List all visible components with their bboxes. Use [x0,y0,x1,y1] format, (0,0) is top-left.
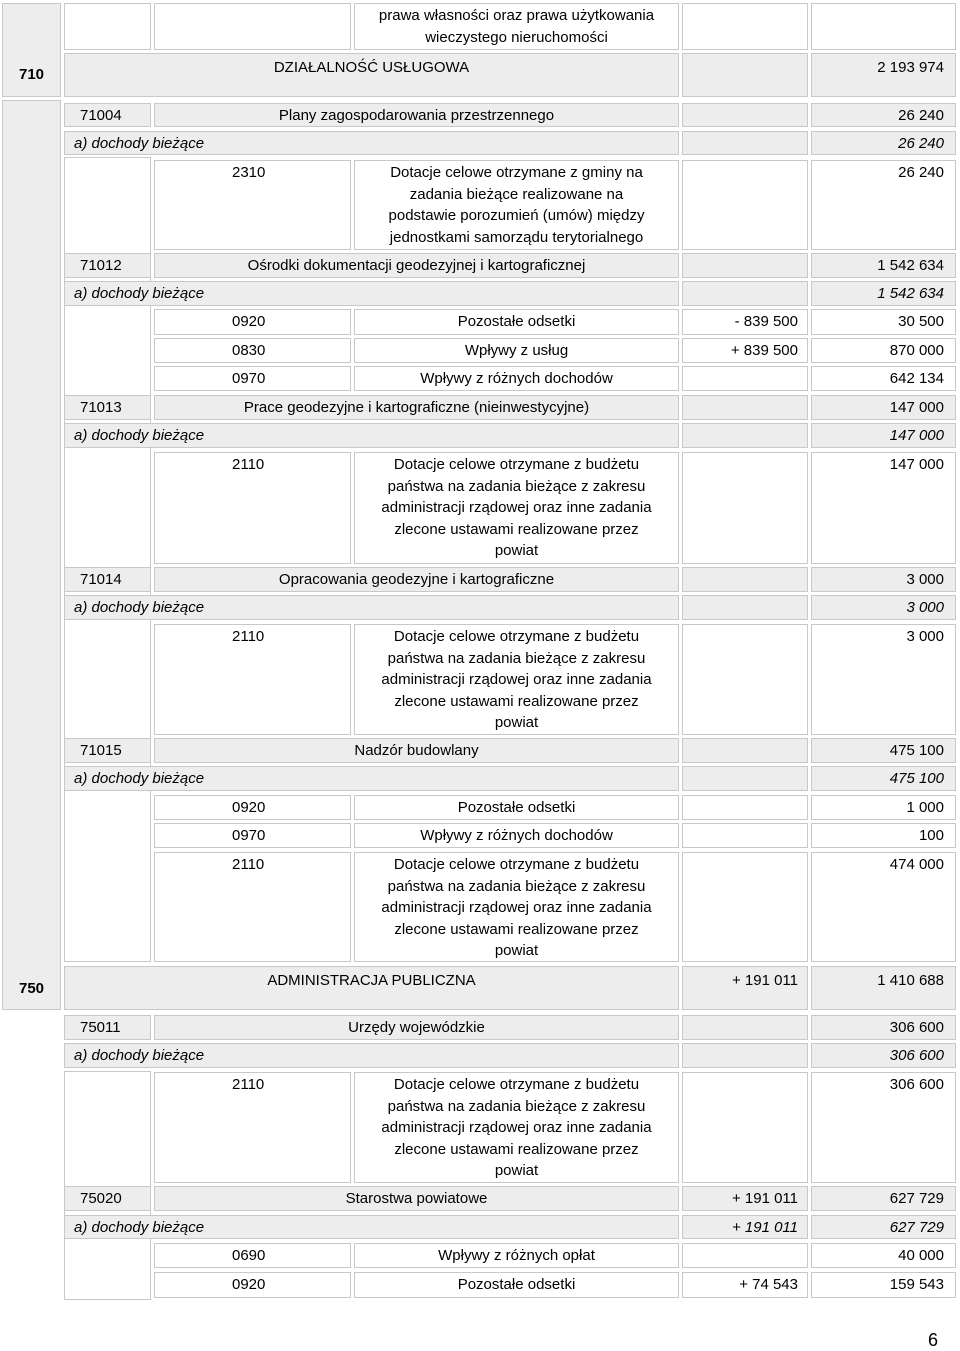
table-cell [811,3,956,50]
item-total: 642 134 [889,370,944,387]
item-description-line: Wpływy z różnych opłat [438,1247,595,1264]
chapter-change-cell [682,103,808,127]
chapter-total: 3 000 [906,571,944,588]
chapter-total: 306 600 [889,1019,944,1036]
item-description-line: państwa na zadania bieżące z zakresu [387,877,646,895]
section-name: ADMINISTRACJA PUBLICZNA [267,972,476,989]
item-description-line: zlecone ustawami realizowane przez [394,920,639,938]
item-change-cell [682,823,808,848]
chapter-change-cell [682,1015,808,1040]
item-change-cell [682,1243,808,1268]
item-code: 0970 [232,827,266,844]
table-cell [682,3,808,50]
item-code: 2110 [232,456,265,473]
item-change: + 74 543 [739,1276,798,1293]
chapter-total: 147 000 [889,399,944,416]
item-total: 1 000 [906,799,944,816]
item-change-cell [682,1072,808,1183]
item-code: 2310 [232,164,266,181]
chapter-total: 475 100 [889,742,944,759]
item-description-line: powiat [494,942,539,959]
income-total: 627 729 [889,1219,944,1236]
description-line: prawa własności oraz prawa użytkowania [378,7,655,24]
item-total: 100 [918,827,944,844]
income-label: a) dochody bieżące [74,285,205,302]
item-code: 2110 [232,628,265,645]
item-description-line: powiat [494,714,539,731]
description-line: wieczystego nieruchomości [425,28,608,46]
item-total: 30 500 [898,313,944,330]
item-description-line: powiat [494,542,539,559]
item-description-line: powiat [494,1162,539,1179]
item-description-line: zlecone ustawami realizowane przez [394,692,639,710]
income-total: 1 542 634 [877,285,944,302]
income-change-cell [682,131,808,155]
item-description-line: Dotacje celowe otrzymane z budżetu [393,856,640,873]
chapter-total: 1 542 634 [877,257,944,274]
item-change-cell [682,852,808,962]
item-description-line: państwa na zadania bieżące z zakresu [387,477,646,495]
item-change-cell [682,795,808,820]
chapter-code: 71004 [80,107,122,124]
income-total: 26 240 [898,135,944,152]
chapter-code: 71012 [80,257,122,274]
item-code: 0920 [232,1276,266,1293]
chapter-change-cell [682,395,808,420]
item-description-line: jednostkami samorządu terytorialnego [389,228,644,246]
chapter-change-cell [682,253,808,278]
item-description-line: państwa na zadania bieżące z zakresu [387,649,646,667]
chapter-name: Ośrodki dokumentacji geodezyjnej i kartograficznej [247,257,586,274]
item-code: 0970 [232,370,266,387]
item-change-cell [682,452,808,564]
chapter-name: Plany zagospodarowania przestrzennego [278,107,555,124]
chapter-name: Opracowania geodezyjne i kartograficzne [278,571,555,588]
item-description-line: Wpływy z różnych dochodów [420,827,613,844]
table-cell [64,3,151,50]
item-code: 0920 [232,799,266,816]
item-change-cell [682,366,808,391]
item-total: 26 240 [898,164,944,181]
item-description-line: Wpływy z różnych dochodów [420,370,613,387]
item-description-line: Pozostałe odsetki [457,1276,576,1293]
chapter-code: 75011 [80,1019,121,1036]
item-description-line: Dotacje celowe otrzymane z gminy na [390,164,643,181]
income-change-cell [682,1043,808,1068]
section-code-cell [2,100,61,1010]
item-code: 0690 [232,1247,266,1264]
item-change-cell [682,624,808,735]
item-total: 40 000 [898,1247,944,1264]
income-total: 147 000 [889,427,944,444]
section-total: 1 410 688 [877,972,944,989]
income-label: a) dochody bieżące [74,1219,205,1236]
chapter-change-cell [682,738,808,763]
item-description-line: administracji rządowej oraz inne zadania [381,899,652,916]
income-change-cell [682,281,808,306]
income-change-cell [682,766,808,791]
item-total: 870 000 [889,342,944,359]
item-description-line: administracji rządowej oraz inne zadania [381,499,652,516]
item-code: 0920 [232,313,266,330]
income-change: + 191 011 [731,1219,798,1236]
item-description-line: Dotacje celowe otrzymane z budżetu [393,456,640,473]
chapter-code: 71014 [80,571,122,588]
table-cell [154,3,351,50]
income-change-cell [682,423,808,448]
item-change: + 839 500 [730,342,798,359]
item-description-line: zlecone ustawami realizowane przez [394,520,639,538]
item-description-line: Pozostałe odsetki [457,313,576,330]
section-name: DZIAŁALNOŚĆ USŁUGOWA [273,59,470,76]
income-label: a) dochody bieżące [74,770,205,787]
item-total: 159 543 [889,1276,944,1293]
chapter-name: Nadzór budowlany [354,742,479,759]
chapter-code: 71013 [80,399,122,416]
item-total: 306 600 [889,1076,944,1093]
chapter-code: 71015 [80,742,122,759]
item-description-line: państwa na zadania bieżące z zakresu [387,1097,646,1115]
item-description-line: zadania bieżące realizowane na [409,185,624,203]
section-code: 710 [18,66,45,83]
income-total: 3 000 [906,599,944,616]
income-label: a) dochody bieżące [74,427,205,444]
item-total: 3 000 [906,628,944,645]
item-description-line: Pozostałe odsetki [457,799,576,816]
item-code: 2110 [232,856,265,873]
item-description-line: Wpływy z usług [464,342,569,359]
item-description-line: zlecone ustawami realizowane przez [394,1140,639,1158]
item-description-line: podstawie porozumień (umów) między [388,207,645,224]
chapter-name: Starostwa powiatowe [345,1190,488,1207]
item-code: 2110 [232,1076,265,1093]
page-number: 6 [927,1330,938,1350]
item-total: 474 000 [889,856,944,873]
chapter-code: 75020 [80,1190,122,1207]
section-total: 2 193 974 [877,59,944,76]
income-label: a) dochody bieżące [74,135,205,152]
item-description-line: administracji rządowej oraz inne zadania [381,671,652,688]
income-change-cell [682,595,808,620]
item-description-line: Dotacje celowe otrzymane z budżetu [393,628,640,645]
item-change-cell [682,160,808,250]
section-code: 750 [18,980,45,997]
chapter-name: Prace geodezyjne i kartograficzne (nieinwestycyjne) [243,399,590,416]
chapter-change: + 191 011 [731,1190,798,1207]
item-change: - 839 500 [734,313,798,330]
item-code: 0830 [232,342,266,359]
income-label: a) dochody bieżące [74,599,205,616]
income-total: 475 100 [889,770,944,787]
section-change-cell [682,53,808,97]
chapter-change-cell [682,567,808,592]
section-change: + 191 011 [731,972,798,989]
chapter-total: 627 729 [889,1190,944,1207]
item-description-line: Dotacje celowe otrzymane z budżetu [393,1076,640,1093]
chapter-total: 26 240 [898,107,944,124]
chapter-name: Urzędy wojewódzkie [348,1019,485,1036]
item-total: 147 000 [889,456,944,473]
item-description-line: administracji rządowej oraz inne zadania [381,1119,652,1136]
income-label: a) dochody bieżące [74,1047,205,1064]
income-total: 306 600 [889,1047,944,1064]
